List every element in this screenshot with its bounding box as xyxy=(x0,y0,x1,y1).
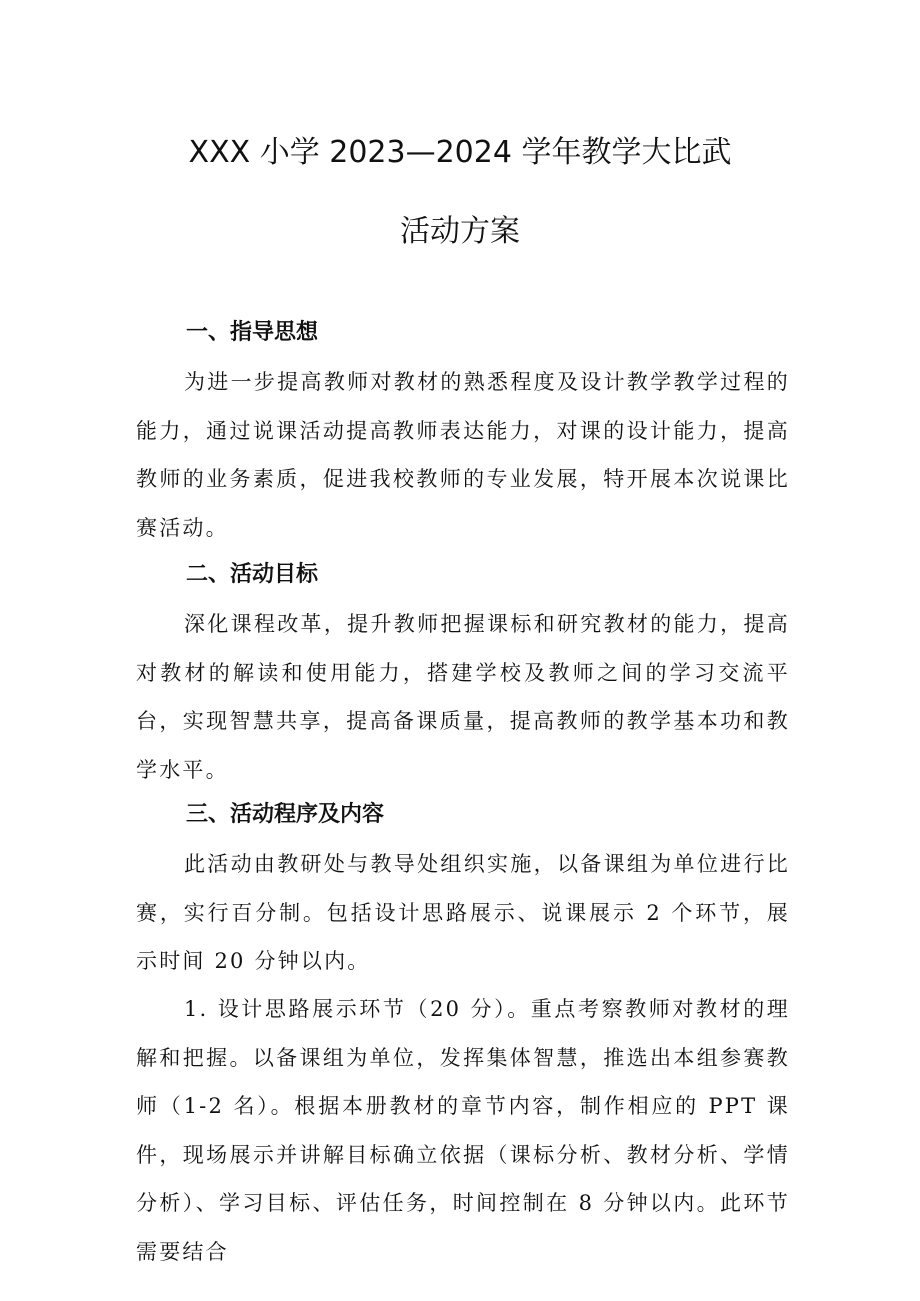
section-paragraph-guiding-ideology: 为进一步提高教师对教材的熟悉程度及设计教学教学过程的能力，通过说课活动提高教师表达能力，对课的设计能力，提高教师的业务素质，促进我校教师的专业发展，特开展本次说课比赛活动。 xyxy=(136,370,790,540)
section-paragraph-design-showcase: 1. 设计思路展示环节（20 分）。重点考察教师对教材的理解和把握。以备课组为单位，发挥集体智慧，推选出本组参赛教师（1-2 名）。根据本册教材的章节内容，制作相应的 PPT 课件，现场展示并讲解目标确立依据（课标分析、教材分析、学情分析）、学习目标、评估任务，时间控制在 8 分钟以内。此环节需要结合 xyxy=(136,997,790,1264)
section-heading-procedure-content: 三、活动程序及内容 xyxy=(186,802,385,827)
section-heading-guiding-ideology: 一、指导思想 xyxy=(186,320,319,345)
section-paragraph-activity-goals: 深化课程改革，提升教师把握课标和研究教材的能力，提高对教材的解读和使用能力，搭建学校及教师之间的学习交流平台，实现智慧共享，提高备课质量，提高教师的教学基本功和教学水平。 xyxy=(136,612,790,782)
section-paragraph-procedure-intro: 此活动由教研处与教导处组织实施，以备课组为单位进行比赛，实行百分制。包括设计思路展示、说课展示 2 个环节，展示时间 20 分钟以内。 xyxy=(136,852,790,973)
section-heading-activity-goals: 二、活动目标 xyxy=(186,562,319,587)
document-title-line-2: 活动方案 xyxy=(400,214,520,249)
document-title-line-1: XXX 小学 2023—2024 学年教学大比武 xyxy=(188,135,732,170)
